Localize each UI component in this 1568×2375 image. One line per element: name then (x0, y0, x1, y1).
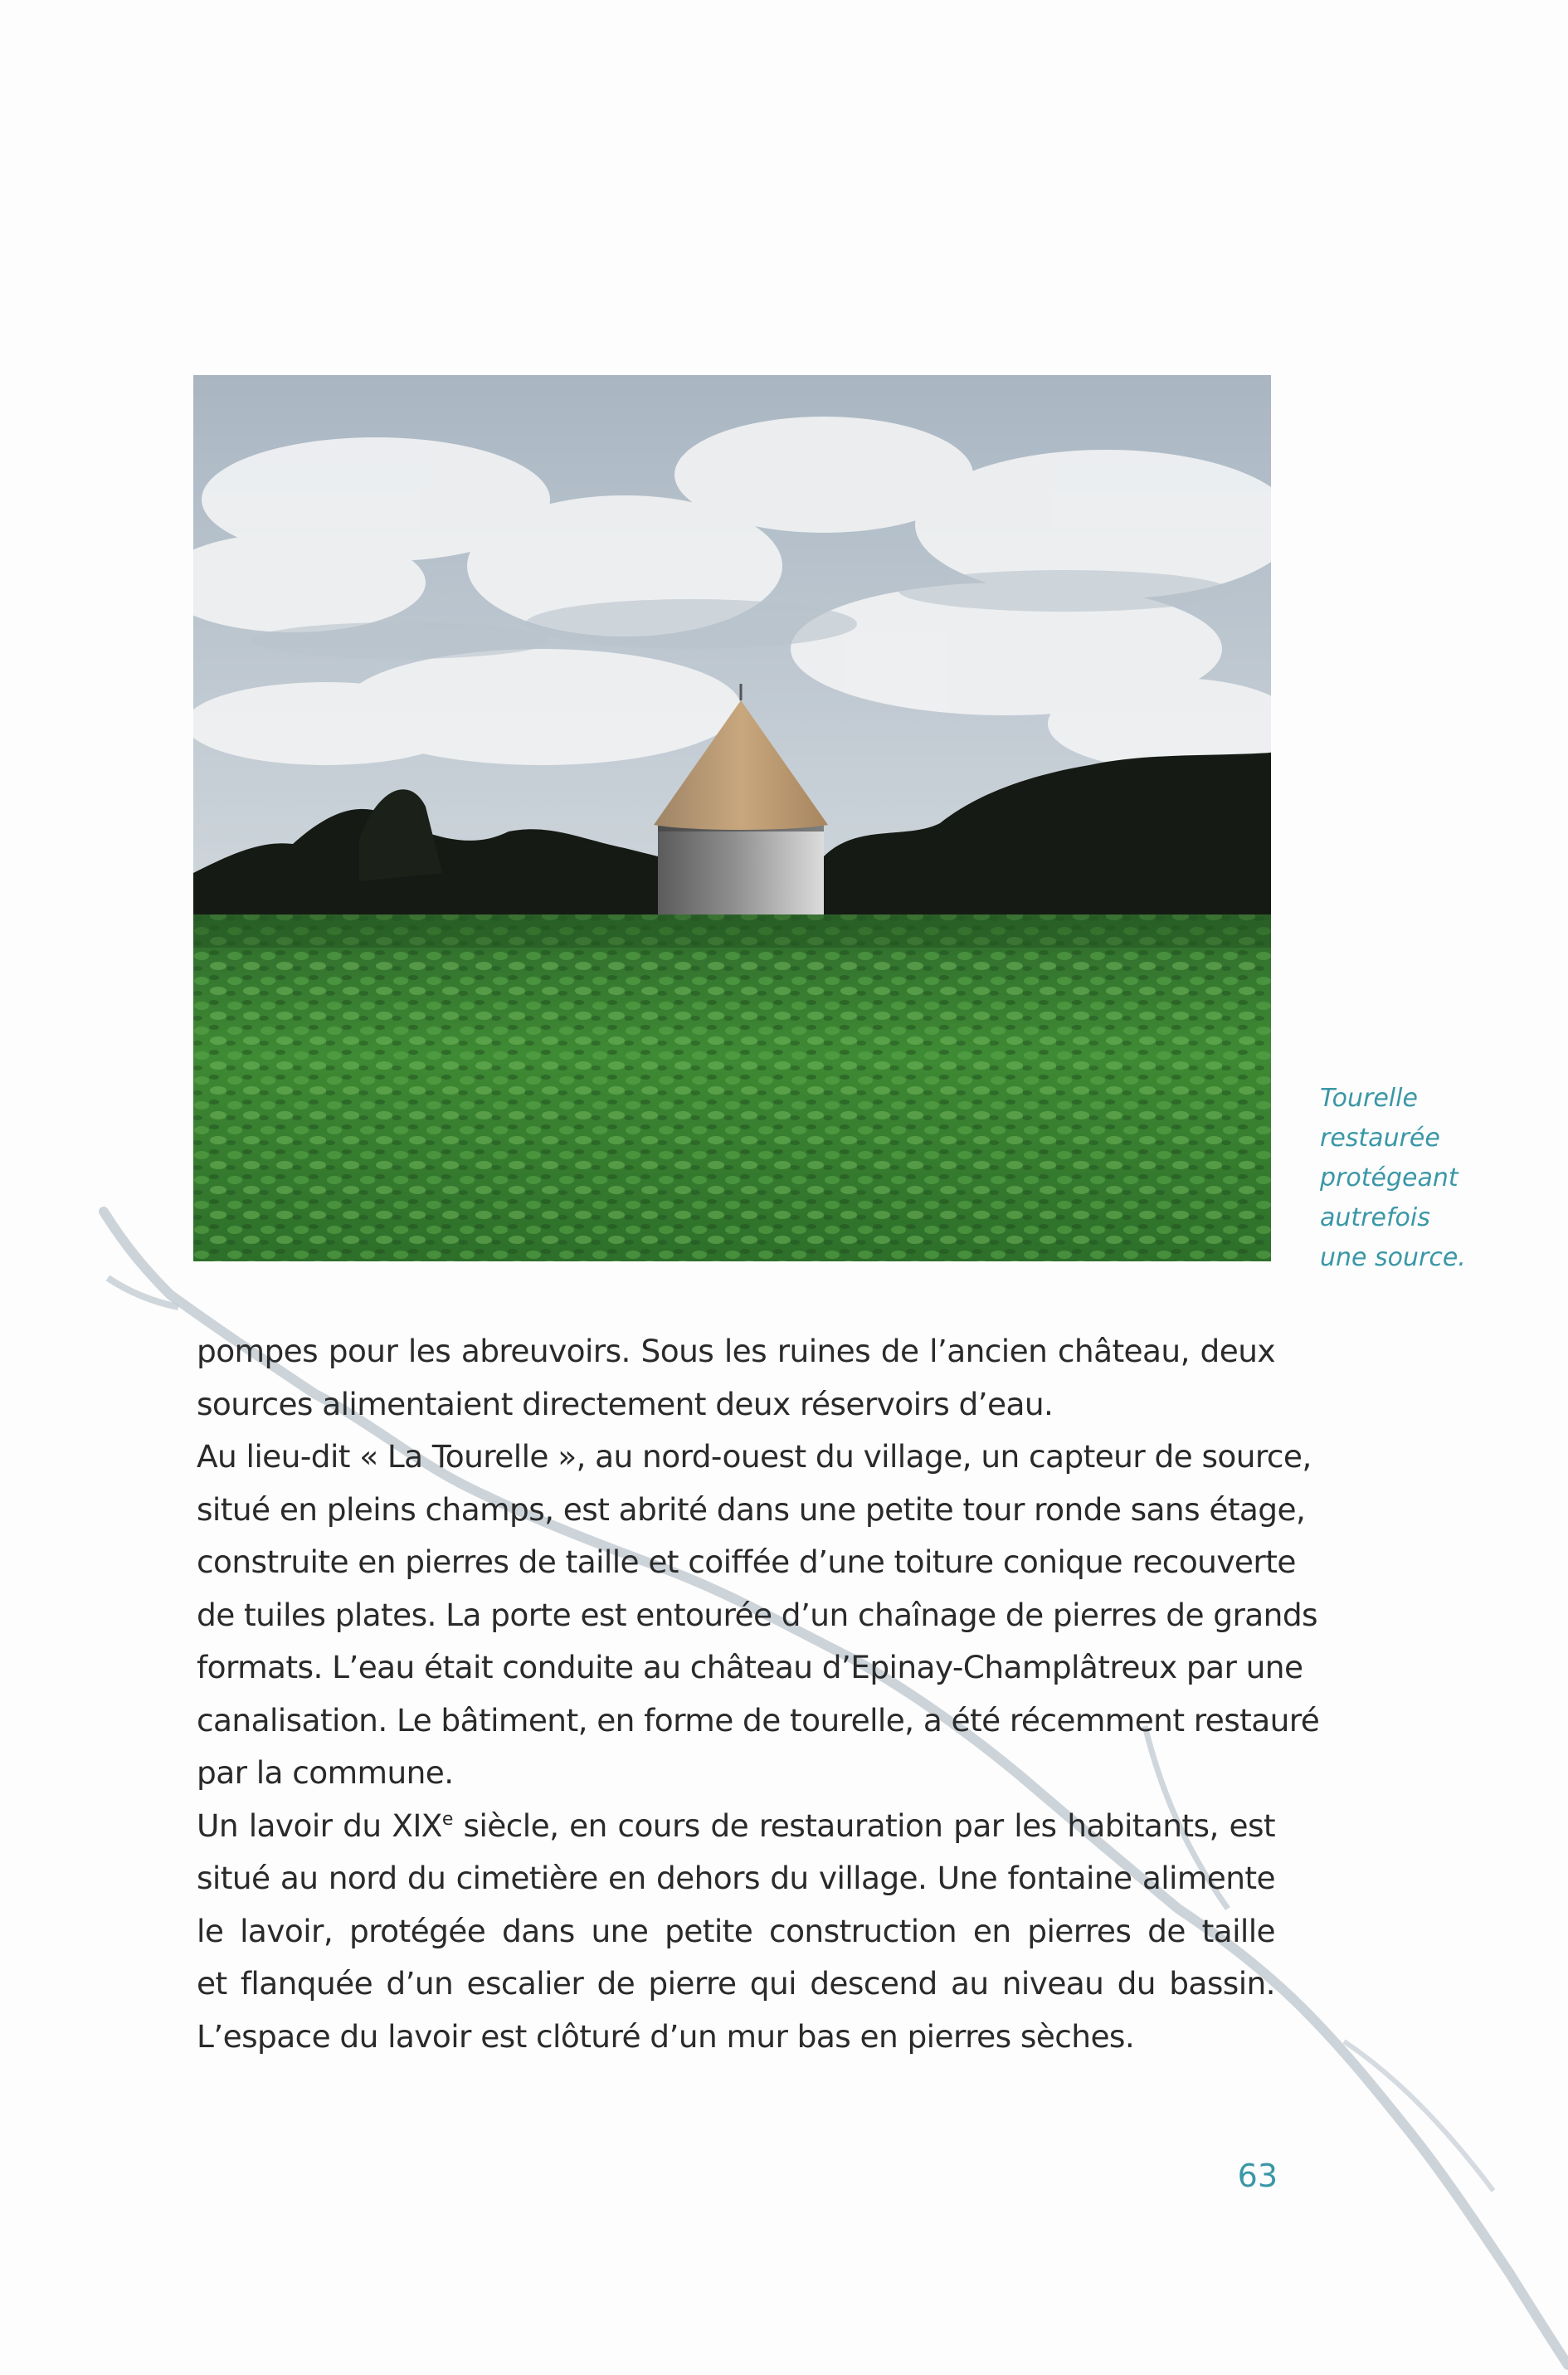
body-line: par la commune. (197, 1754, 454, 1791)
caption-line: protégeant (1320, 1163, 1458, 1192)
century-superscript: e (441, 1808, 453, 1830)
body-line: L’espace du lavoir est clôturé d’un mur bas en pierres sèches. (197, 2017, 1135, 2055)
page-number: 63 (1237, 2158, 1278, 2194)
body-line: et flanquée d’un escalier de pierre qui descend au niveau du bassin. (197, 1965, 1275, 2002)
body-line: sources alimentaient directement deux réservoirs d’eau. (197, 1385, 1054, 1422)
photo-caption (1320, 1079, 1536, 1278)
body-line: de tuiles plates. La porte est entourée d’un chaînage de pierres de grands (197, 1596, 1317, 1633)
caption-line: une source. (1320, 1243, 1466, 1272)
caption-line: autrefois (1320, 1203, 1430, 1232)
body-text (197, 1325, 1320, 2063)
body-line-lavoir (197, 1800, 1275, 1853)
caption-line: restaurée (1320, 1124, 1440, 1153)
tourelle-photo (193, 375, 1271, 1261)
body-line: canalisation. Le bâtiment, en forme de tourelle, a été récemment restauré (197, 1701, 1320, 1739)
body-line: situé en pleins champs, est abrité dans une petite tour ronde sans étage, (197, 1490, 1306, 1528)
body-line: formats. L’eau était conduite au château d’Epinay-Champlâtreux par une (197, 1649, 1303, 1685)
body-line: situé au nord du cimetière en dehors du village. Une fontaine alimente (197, 1860, 1275, 1896)
caption-line: Tourelle (1320, 1084, 1418, 1113)
lavoir-text-after: siècle, en cours de restauration par les habitants, est (452, 1807, 1275, 1844)
lavoir-text-before: Un lavoir du XIX (197, 1807, 442, 1844)
body-line: le lavoir, protégée dans une petite construction en pierres de taille (197, 1912, 1275, 1949)
body-line: construite en pierres de taille et coiffée d’une toiture conique recouverte (197, 1544, 1296, 1580)
body-line: pompes pour les abreuvoirs. Sous les ruines de l’ancien château, deux (197, 1333, 1275, 1369)
body-line: Au lieu-dit « La Tourelle », au nord-ouest du village, un capteur de source, (197, 1438, 1312, 1475)
